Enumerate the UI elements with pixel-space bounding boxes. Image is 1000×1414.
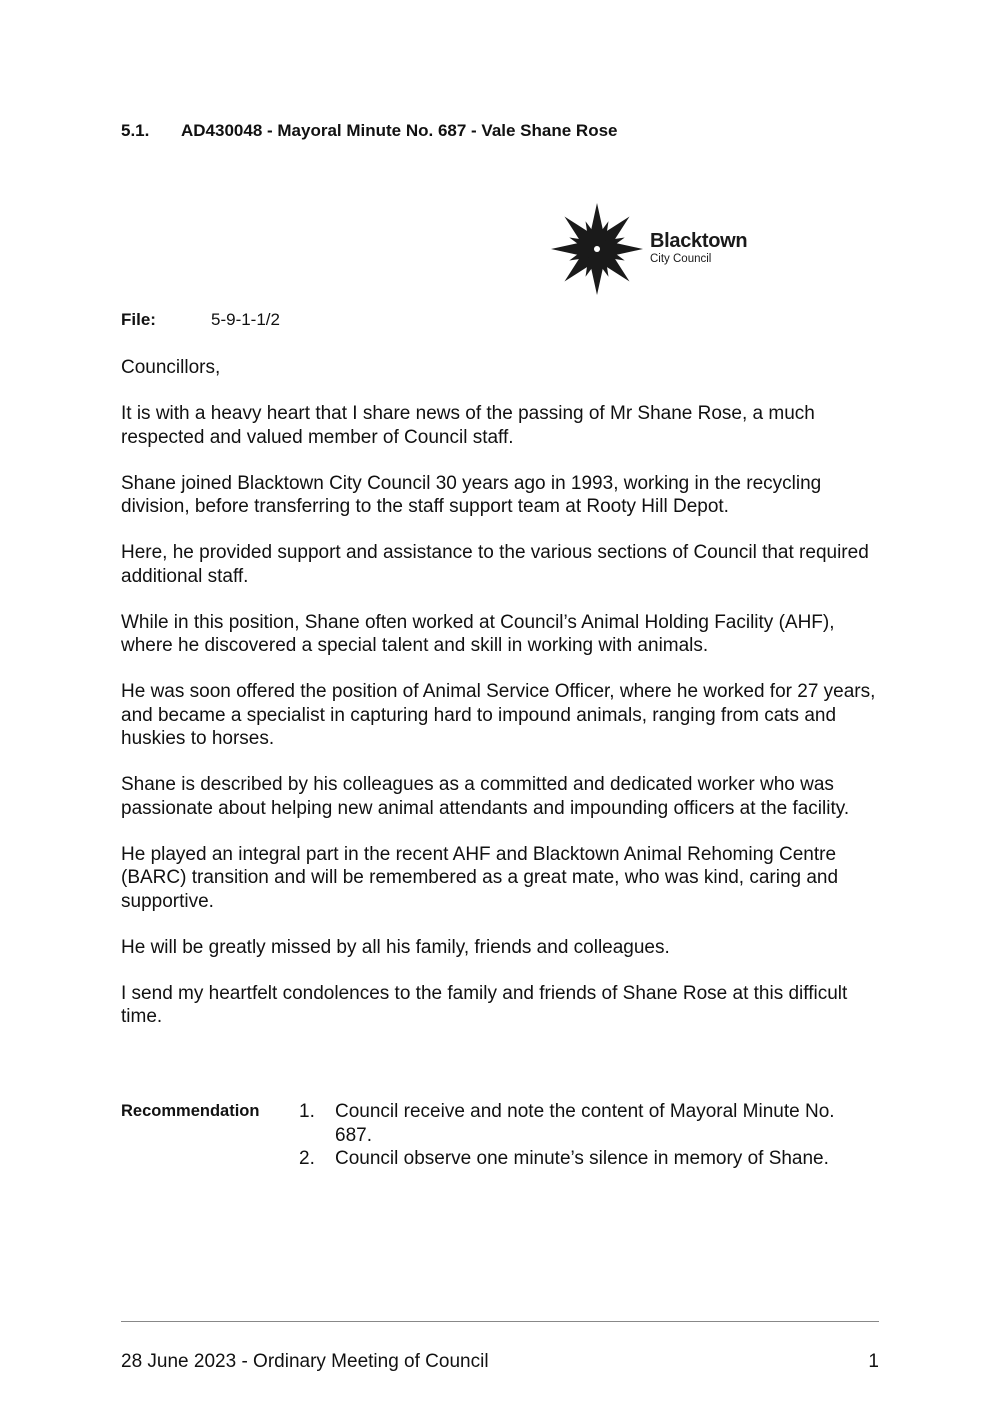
paragraph: Shane joined Blacktown City Council 30 years ago in 1993, working in the recycling division, before transferring to the staff support team at Rooty Hill Depot.: [121, 472, 822, 517]
paragraph: He will be greatly missed by all his family, friends and colleagues.: [121, 936, 670, 958]
paragraph: He was soon offered the position of Animal Service Officer, where he worked for 27 years, and became a specialist in capturing hard to impound animals, ranging from cats and huskies to horses.: [121, 681, 876, 749]
footer-divider: [121, 1321, 879, 1322]
file-value: 5-9-1-1/2: [211, 310, 280, 329]
recommendation-item: [299, 1147, 839, 1171]
footer-meeting: 28 June 2023 - Ordinary Meeting of Council: [121, 1351, 489, 1372]
item-title: AD430048 - Mayoral Minute No. 687 - Vale Shane Rose: [181, 121, 618, 140]
item-number: 1.: [299, 1101, 315, 1122]
council-logo: [543, 193, 768, 305]
file-reference: [121, 310, 280, 330]
paragraph: He played an integral part in the recent AHF and Blacktown Animal Rehoming Centre (BARC) transition and will be remembered as a great mate, who was kind, caring and supportive.: [121, 843, 839, 912]
logo-wordmark: [650, 231, 747, 266]
page-footer: [121, 1351, 879, 1373]
paragraph: Here, he provided support and assistance to the various sections of Council that required additional staff.: [121, 542, 869, 587]
star-emblem-icon: [543, 193, 651, 305]
salutation: Councillors,: [121, 357, 221, 378]
paragraph: It is with a heavy heart that I share news of the passing of Mr Shane Rose, a much respected and valued member of Council staff.: [121, 403, 815, 448]
item-text: Council observe one minute’s silence in memory of Shane.: [335, 1148, 829, 1169]
paragraph: I send my heartfelt condolences to the family and friends of Shane Rose at this difficult time.: [121, 982, 848, 1027]
item-number: 2.: [299, 1148, 315, 1169]
item-number: 5.1.: [121, 121, 150, 140]
recommendation-label: Recommendation: [121, 1102, 260, 1120]
recommendation-list: [299, 1100, 839, 1171]
paragraph: While in this position, Shane often worked at Council’s Animal Holding Facility (AHF), where he discovered a special talent and skill in working with animals.: [121, 611, 835, 656]
page-number: 1: [868, 1351, 879, 1372]
item-text: Council receive and note the content of Mayoral Minute No. 687.: [335, 1101, 835, 1146]
logo-subname: City Council: [650, 253, 712, 265]
paragraph: Shane is described by his colleagues as a committed and dedicated worker who was passionate about helping new animal attendants and impounding officers at the facility.: [121, 774, 850, 819]
recommendation-item: [299, 1100, 839, 1147]
page-title: [121, 121, 618, 141]
file-label: File:: [121, 310, 156, 329]
minute-body: [121, 356, 891, 1051]
logo-name: Blacktown: [650, 230, 748, 252]
